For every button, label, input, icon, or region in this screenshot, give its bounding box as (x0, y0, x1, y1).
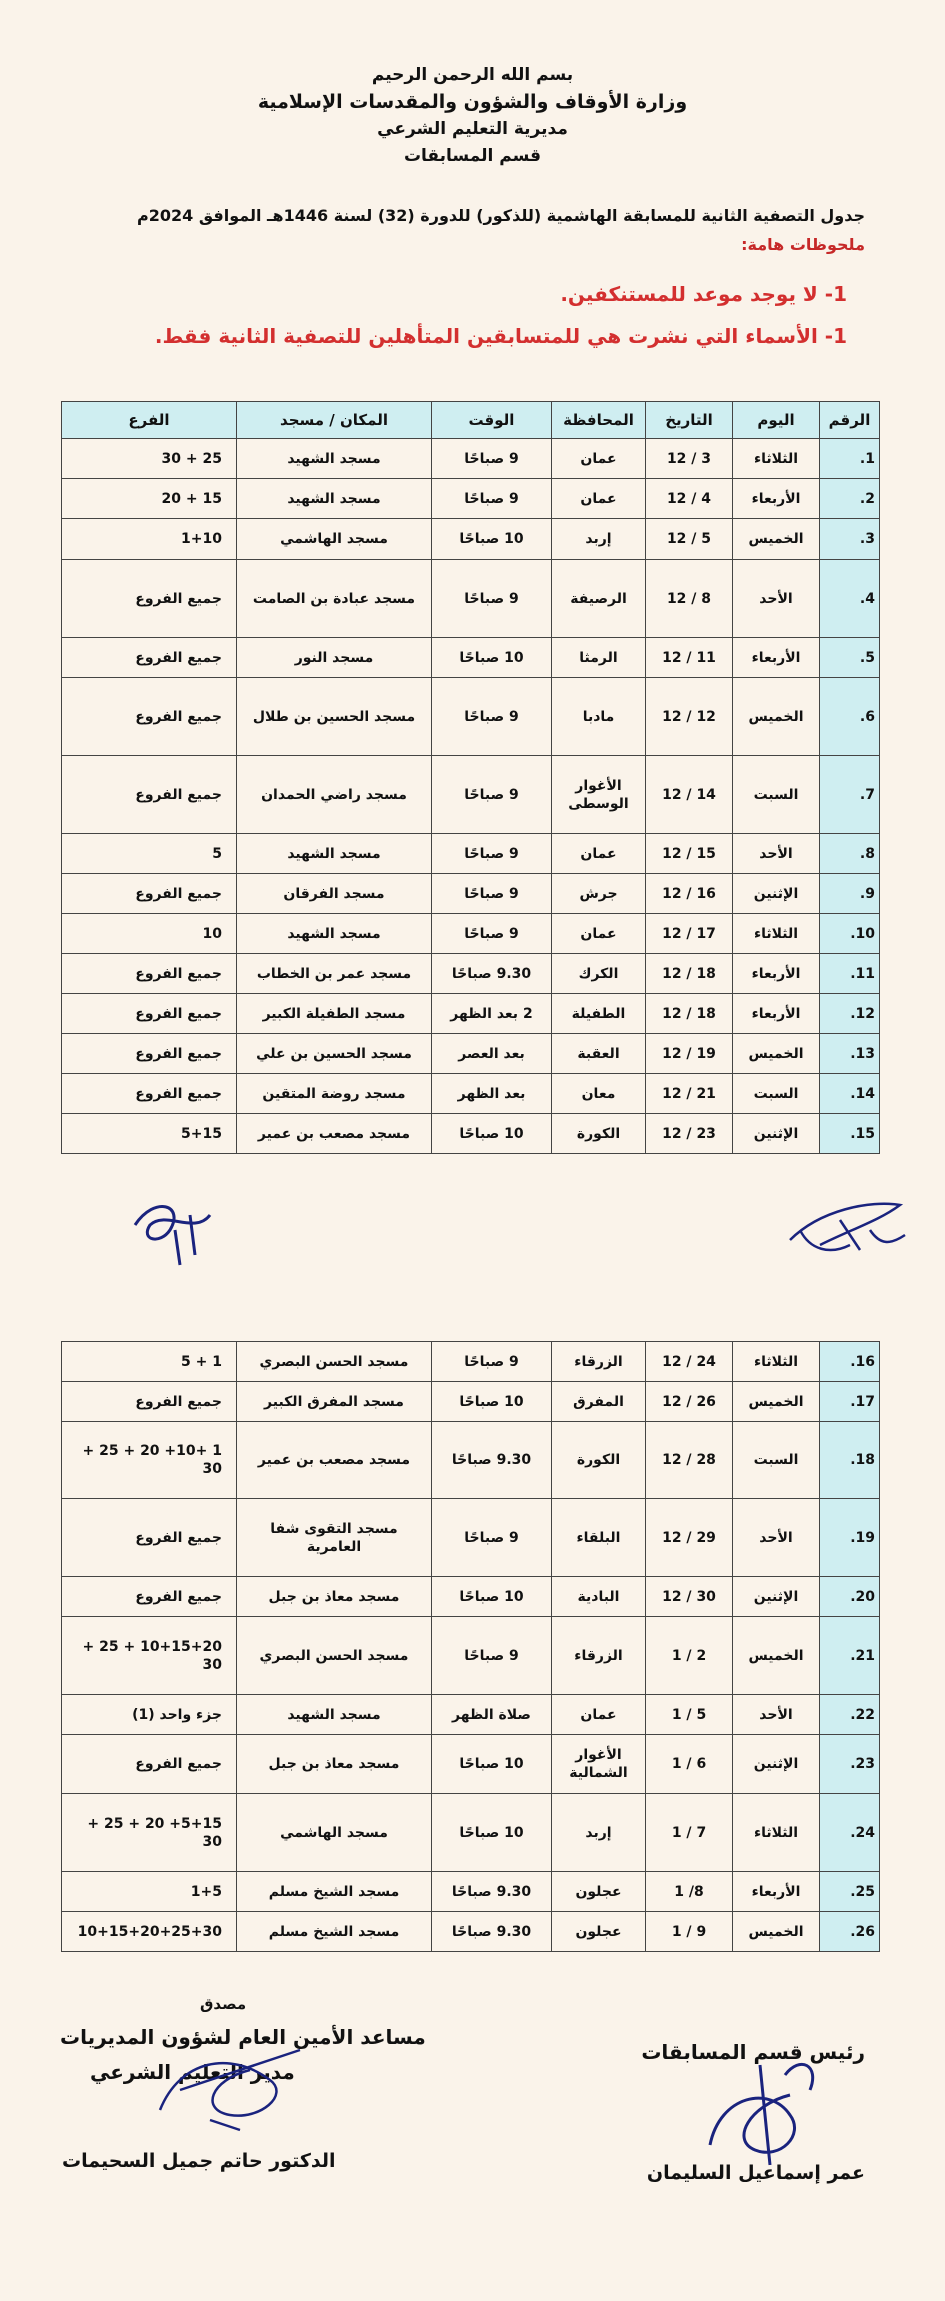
time-cell: 2 بعد الظهر (432, 994, 552, 1034)
governorate-cell: عجلون (552, 1912, 646, 1952)
day-cell: الأربعاء (733, 954, 820, 994)
place-cell: مسجد عمر بن الخطاب (237, 954, 432, 994)
table-row (62, 1114, 880, 1154)
place-cell: مسجد المفرق الكبير (237, 1382, 432, 1422)
column-header: اليوم (733, 402, 820, 439)
day-cell: الأربعاء (733, 1872, 820, 1912)
governorate-cell: الأغوار الشمالية (552, 1735, 646, 1794)
row-number: 16. (820, 1342, 880, 1382)
row-number: 11. (820, 954, 880, 994)
time-cell: 10 صباحًا (432, 1382, 552, 1422)
day-cell: الخميس (733, 1382, 820, 1422)
governorate-cell: عمان (552, 439, 646, 479)
place-cell: مسجد الطفيلة الكبير (237, 994, 432, 1034)
signatory-left-position: مدير التعليم الشرعي (90, 2060, 295, 2084)
time-cell: 10 صباحًا (432, 1577, 552, 1617)
governorate-cell: عجلون (552, 1872, 646, 1912)
place-cell: مسجد الشهيد (237, 479, 432, 519)
place-cell: مسجد الشيخ مسلم (237, 1912, 432, 1952)
document-header (0, 62, 945, 170)
branch-cell: جميع الفروع (62, 1735, 237, 1794)
date-cell: 16 / 12 (646, 874, 733, 914)
governorate-cell: البلقاء (552, 1499, 646, 1577)
time-cell: 9.30 صباحًا (432, 1872, 552, 1912)
table-row (62, 439, 880, 479)
table-row (62, 954, 880, 994)
governorate-cell: إربد (552, 1794, 646, 1872)
time-cell: 9 صباحًا (432, 756, 552, 834)
date-cell: 4 / 12 (646, 479, 733, 519)
branch-cell: جميع الفروع (62, 560, 237, 638)
time-cell: 10 صباحًا (432, 1114, 552, 1154)
row-number: 14. (820, 1074, 880, 1114)
day-cell: الأحد (733, 1695, 820, 1735)
place-cell: مسجد معاذ بن جبل (237, 1735, 432, 1794)
notes-title: ملحوظات هامة: (741, 235, 865, 254)
signature-right-bottom (690, 2035, 840, 2175)
place-cell: مسجد معاذ بن جبل (237, 1577, 432, 1617)
signatory-right-name: عمر إسماعيل السليمان (646, 2162, 865, 2184)
table-row (62, 1617, 880, 1695)
governorate-cell: الكرك (552, 954, 646, 994)
row-number: 13. (820, 1034, 880, 1074)
row-number: 15. (820, 1114, 880, 1154)
day-cell: الثلاثاء (733, 1794, 820, 1872)
table-row (62, 1695, 880, 1735)
branch-cell: جميع الفروع (62, 1577, 237, 1617)
branch-cell: 1+5 (62, 1872, 237, 1912)
column-header: الفرع (62, 402, 237, 439)
branch-cell: 10+15+20 + 25 + 30 (62, 1617, 237, 1695)
date-cell: 2 / 1 (646, 1617, 733, 1695)
column-header: الوقت (432, 402, 552, 439)
branch-cell: 5+15 (62, 1114, 237, 1154)
signatory-right-title: رئيس قسم المسابقات (641, 2040, 865, 2064)
governorate-cell: الكورة (552, 1114, 646, 1154)
day-cell: الأحد (733, 1499, 820, 1577)
time-cell: بعد العصر (432, 1034, 552, 1074)
table-row (62, 479, 880, 519)
signatory-left-name: الدكتور حاتم جميل السحيمات (62, 2150, 336, 2172)
day-cell: الخميس (733, 1034, 820, 1074)
time-cell: 9 صباحًا (432, 874, 552, 914)
row-number: 12. (820, 994, 880, 1034)
table-row (62, 756, 880, 834)
date-cell: 5 / 1 (646, 1695, 733, 1735)
place-cell: مسجد الهاشمي (237, 519, 432, 560)
branch-cell: جميع الفروع (62, 874, 237, 914)
governorate-cell: عمان (552, 834, 646, 874)
table-row (62, 1794, 880, 1872)
day-cell: الخميس (733, 678, 820, 756)
day-cell: الثلاثاء (733, 439, 820, 479)
column-header: المكان / مسجد (237, 402, 432, 439)
branch-cell: 10+15+20+25+30 (62, 1912, 237, 1952)
place-cell: مسجد التقوى شفا العامرية (237, 1499, 432, 1577)
governorate-cell: عمان (552, 479, 646, 519)
table-row (62, 874, 880, 914)
governorate-cell: الرصيفة (552, 560, 646, 638)
note-item: 1- لا يوجد موعد للمستنكفين. (560, 282, 847, 306)
place-cell: مسجد عبادة بن الصامت (237, 560, 432, 638)
column-header: الرقم (820, 402, 880, 439)
date-cell: 12 / 12 (646, 678, 733, 756)
time-cell: 9 صباحًا (432, 678, 552, 756)
day-cell: الإثنين (733, 1577, 820, 1617)
row-number: 7. (820, 756, 880, 834)
time-cell: 9 صباحًا (432, 479, 552, 519)
table-row (62, 519, 880, 560)
table-row (62, 914, 880, 954)
table-row (62, 1912, 880, 1952)
schedule-table-2 (61, 1341, 880, 1952)
row-number: 4. (820, 560, 880, 638)
table-row (62, 1872, 880, 1912)
day-cell: الثلاثاء (733, 914, 820, 954)
time-cell: 10 صباحًا (432, 519, 552, 560)
row-number: 5. (820, 638, 880, 678)
time-cell: 9.30 صباحًا (432, 954, 552, 994)
row-number: 17. (820, 1382, 880, 1422)
governorate-cell: الزرقاء (552, 1617, 646, 1695)
branch-cell: 1 + 5 (62, 1342, 237, 1382)
governorate-cell: الرمثا (552, 638, 646, 678)
date-cell: 18 / 12 (646, 994, 733, 1034)
time-cell: بعد الظهر (432, 1074, 552, 1114)
table-header-row (62, 402, 880, 439)
place-cell: مسجد الحسن البصري (237, 1617, 432, 1695)
day-cell: الأربعاء (733, 638, 820, 678)
row-number: 9. (820, 874, 880, 914)
governorate-cell: عمان (552, 1695, 646, 1735)
place-cell: مسجد مصعب بن عمير (237, 1114, 432, 1154)
place-cell: مسجد الحسين بن طلال (237, 678, 432, 756)
date-cell: 30 / 12 (646, 1577, 733, 1617)
time-cell: 9 صباحًا (432, 1342, 552, 1382)
signature-left-top (115, 1185, 225, 1275)
governorate-cell: مادبا (552, 678, 646, 756)
signature-left-bottom (140, 2020, 320, 2140)
branch-cell: جميع الفروع (62, 638, 237, 678)
row-number: 19. (820, 1499, 880, 1577)
place-cell: مسجد الشيخ مسلم (237, 1872, 432, 1912)
time-cell: 9 صباحًا (432, 914, 552, 954)
row-number: 3. (820, 519, 880, 560)
day-cell: السبت (733, 756, 820, 834)
branch-cell: جميع الفروع (62, 1034, 237, 1074)
place-cell: مسجد الحسين بن علي (237, 1034, 432, 1074)
table-row (62, 560, 880, 638)
day-cell: الإثنين (733, 1114, 820, 1154)
governorate-cell: الأغوار الوسطى (552, 756, 646, 834)
table-row (62, 1074, 880, 1114)
branch-cell: جميع الفروع (62, 756, 237, 834)
place-cell: مسجد الهاشمي (237, 1794, 432, 1872)
table-row (62, 1735, 880, 1794)
time-cell: 9 صباحًا (432, 439, 552, 479)
time-cell: 9 صباحًا (432, 1499, 552, 1577)
table-row (62, 1034, 880, 1074)
document-subtitle: جدول التصفية الثانية للمسابقة الهاشمية (للذكور) للدورة (32) لسنة 1446هـ الموافق 2024م (137, 206, 865, 225)
time-cell: 9 صباحًا (432, 834, 552, 874)
row-number: 20. (820, 1577, 880, 1617)
branch-cell: جميع الفروع (62, 1074, 237, 1114)
branch-cell: جميع الفروع (62, 1499, 237, 1577)
row-number: 24. (820, 1794, 880, 1872)
table-row (62, 834, 880, 874)
note-item: 1- الأسماء التي نشرت هي للمتسابقين المتأهلين للتصفية الثانية فقط. (154, 324, 847, 348)
governorate-cell: جرش (552, 874, 646, 914)
signature-right-top (780, 1190, 920, 1270)
table-row (62, 1577, 880, 1617)
row-number: 26. (820, 1912, 880, 1952)
branch-cell: 1+10 (62, 519, 237, 560)
day-cell: الإثنين (733, 874, 820, 914)
place-cell: مسجد الشهيد (237, 439, 432, 479)
branch-cell: 5+15+ 20 + 25 + 30 (62, 1794, 237, 1872)
table-row (62, 1382, 880, 1422)
place-cell: مسجد الحسن البصري (237, 1342, 432, 1382)
place-cell: مسجد راضي الحمدان (237, 756, 432, 834)
place-cell: مسجد الشهيد (237, 1695, 432, 1735)
day-cell: الأربعاء (733, 994, 820, 1034)
governorate-cell: البادية (552, 1577, 646, 1617)
date-cell: 7 / 1 (646, 1794, 733, 1872)
table-row (62, 1499, 880, 1577)
directorate-name: مديرية التعليم الشرعي (377, 119, 568, 139)
branch-cell: جميع الفروع (62, 994, 237, 1034)
row-number: 10. (820, 914, 880, 954)
row-number: 1. (820, 439, 880, 479)
department-name: قسم المسابقات (403, 146, 542, 166)
signatory-left-title: مساعد الأمين العام لشؤون المديريات (60, 2025, 426, 2049)
table-row (62, 1342, 880, 1382)
date-cell: 24 / 12 (646, 1342, 733, 1382)
day-cell: الخميس (733, 1912, 820, 1952)
governorate-cell: معان (552, 1074, 646, 1114)
table-row (62, 1422, 880, 1499)
row-number: 2. (820, 479, 880, 519)
place-cell: مسجد روضة المتقين (237, 1074, 432, 1114)
date-cell: 28 / 12 (646, 1422, 733, 1499)
branch-cell: 15 + 20 (62, 479, 237, 519)
date-cell: 3 / 12 (646, 439, 733, 479)
date-cell: 14 / 12 (646, 756, 733, 834)
place-cell: مسجد النور (237, 638, 432, 678)
branch-cell: جميع الفروع (62, 954, 237, 994)
date-cell: 9 / 1 (646, 1912, 733, 1952)
governorate-cell: الزرقاء (552, 1342, 646, 1382)
day-cell: الأحد (733, 834, 820, 874)
time-cell: 9 صباحًا (432, 560, 552, 638)
row-number: 22. (820, 1695, 880, 1735)
row-number: 23. (820, 1735, 880, 1794)
time-cell: 10 صباحًا (432, 1794, 552, 1872)
table-row (62, 638, 880, 678)
governorate-cell: إربد (552, 519, 646, 560)
day-cell: الأحد (733, 560, 820, 638)
column-header: التاريخ (646, 402, 733, 439)
time-cell: 10 صباحًا (432, 638, 552, 678)
place-cell: مسجد الشهيد (237, 914, 432, 954)
row-number: 18. (820, 1422, 880, 1499)
ministry-name: وزارة الأوقاف والشؤون والمقدسات الإسلامية (257, 91, 688, 113)
date-cell: 21 / 12 (646, 1074, 733, 1114)
governorate-cell: المفرق (552, 1382, 646, 1422)
date-cell: 17 / 12 (646, 914, 733, 954)
branch-cell: جزء واحد (1) (62, 1695, 237, 1735)
date-cell: 23 / 12 (646, 1114, 733, 1154)
date-cell: 5 / 12 (646, 519, 733, 560)
day-cell: الثلاثاء (733, 1342, 820, 1382)
place-cell: مسجد الفرقان (237, 874, 432, 914)
place-cell: مسجد مصعب بن عمير (237, 1422, 432, 1499)
day-cell: الخميس (733, 519, 820, 560)
row-number: 8. (820, 834, 880, 874)
date-cell: 29 / 12 (646, 1499, 733, 1577)
day-cell: الإثنين (733, 1735, 820, 1794)
time-cell: صلاة الظهر (432, 1695, 552, 1735)
day-cell: الأربعاء (733, 479, 820, 519)
time-cell: 9 صباحًا (432, 1617, 552, 1695)
date-cell: 11 / 12 (646, 638, 733, 678)
row-number: 6. (820, 678, 880, 756)
basmala: بسم الله الرحمن الرحيم (371, 65, 574, 85)
date-cell: 26 / 12 (646, 1382, 733, 1422)
date-cell: 15 / 12 (646, 834, 733, 874)
branch-cell: 10 (62, 914, 237, 954)
branch-cell: جميع الفروع (62, 1382, 237, 1422)
governorate-cell: الكورة (552, 1422, 646, 1499)
column-header: المحافظة (552, 402, 646, 439)
row-number: 21. (820, 1617, 880, 1695)
day-cell: السبت (733, 1074, 820, 1114)
branch-cell: 25 + 30 (62, 439, 237, 479)
date-cell: 18 / 12 (646, 954, 733, 994)
time-cell: 9.30 صباحًا (432, 1422, 552, 1499)
governorate-cell: الطفيلة (552, 994, 646, 1034)
branch-cell: 5 (62, 834, 237, 874)
row-number: 25. (820, 1872, 880, 1912)
time-cell: 9.30 صباحًا (432, 1912, 552, 1952)
branch-cell: جميع الفروع (62, 678, 237, 756)
place-cell: مسجد الشهيد (237, 834, 432, 874)
date-cell: 19 / 12 (646, 1034, 733, 1074)
day-cell: الخميس (733, 1617, 820, 1695)
schedule-table-1 (61, 401, 880, 1154)
date-cell: 8/ 1 (646, 1872, 733, 1912)
table-row (62, 678, 880, 756)
approved-label: مصدق (200, 1995, 247, 2013)
date-cell: 6 / 1 (646, 1735, 733, 1794)
branch-cell: 1 +10+ 20 + 25 + 30 (62, 1422, 237, 1499)
time-cell: 10 صباحًا (432, 1735, 552, 1794)
governorate-cell: عمان (552, 914, 646, 954)
date-cell: 8 / 12 (646, 560, 733, 638)
governorate-cell: العقبة (552, 1034, 646, 1074)
day-cell: السبت (733, 1422, 820, 1499)
table-row (62, 994, 880, 1034)
